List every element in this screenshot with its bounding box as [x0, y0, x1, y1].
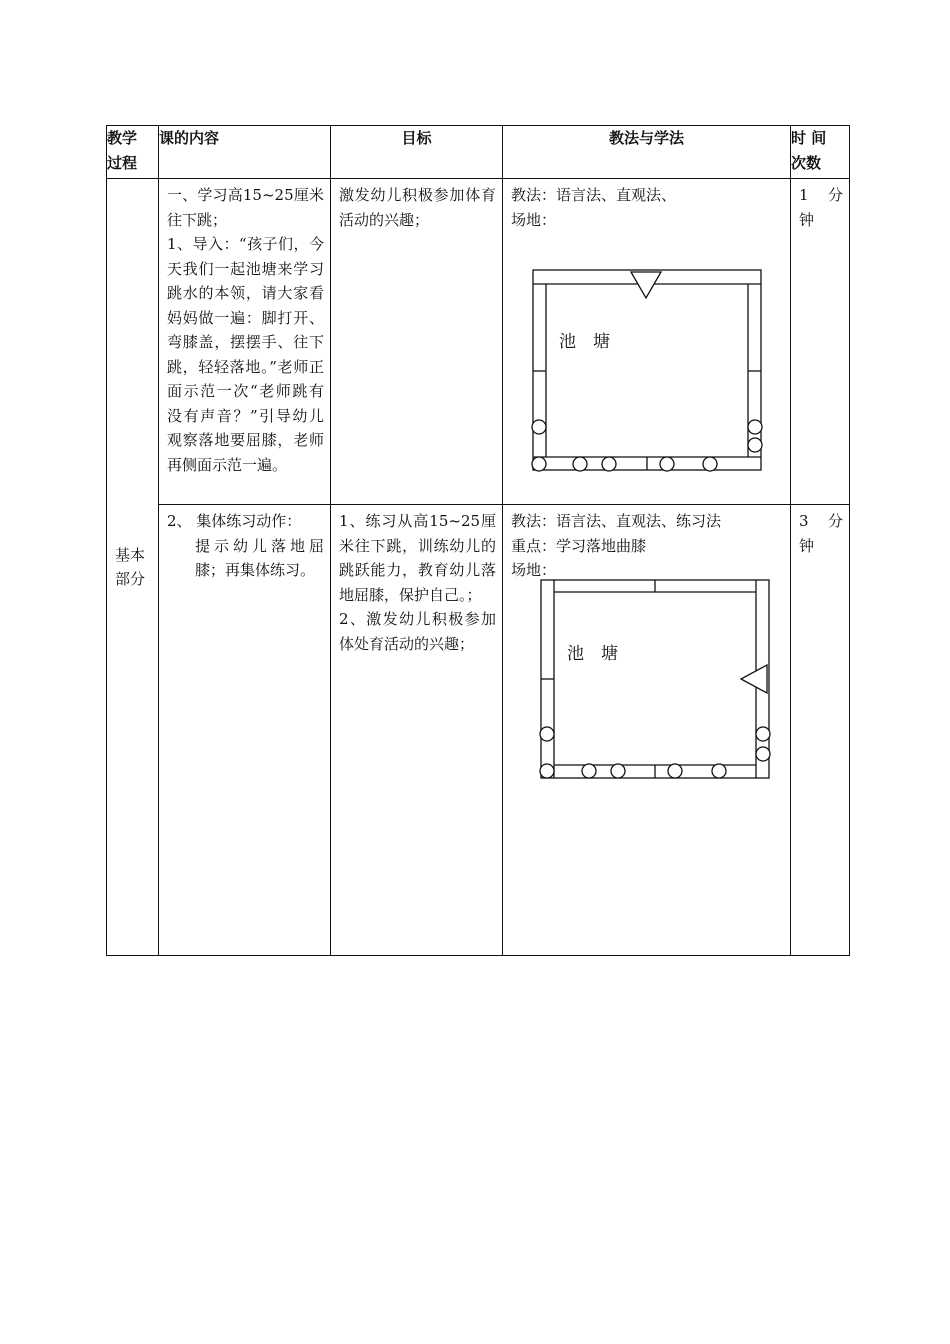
header-row: [107, 126, 850, 179]
pond-diagram-1: [531, 267, 771, 475]
lesson-plan-table: [106, 125, 850, 956]
pond-diagram-2: [539, 577, 779, 783]
time-cell-1: 1 分 钟: [791, 179, 850, 505]
header-time: 时 间 次数: [791, 126, 850, 179]
header-goal: 目标: [331, 126, 503, 179]
time-cell-2: 3 分 钟: [791, 505, 850, 956]
header-method: 教法与学法: [503, 126, 791, 179]
method-cell-2: 教法：语言法、直观法、练习法 重点：学习落地曲膝 场地： 池 塘: [503, 505, 791, 956]
table-row: [107, 505, 850, 956]
pond-label-1: 池 塘: [559, 332, 610, 352]
content-cell-1: 一、学习高15~25厘米往下跳； 1、导入：“孩子们，今天我们一起池塘来学习跳水的本领，请大家看妈妈做一遍：脚打开、弯膝盖，摆摆手、往下跳，轻轻落地。”老师正面示范一次“老师跳有没有声音？”引导幼儿观察落地要屈膝，老师再侧面示范一遍。: [159, 179, 331, 505]
content-cell-2: 2、 集体练习动作： 提示幼儿落地屈膝；再集体练习。: [159, 505, 331, 956]
pond-label-2: 池 塘: [567, 644, 618, 664]
goal-cell-2: 1、练习从高15~25厘米往下跳，训练幼儿的跳跃能力，教育幼儿落地屈膝，保护自己。； 2、激发幼儿积极参加体处育活动的兴趣；: [331, 505, 503, 956]
table-row: [107, 179, 850, 505]
section-label: 基本 部分: [107, 179, 159, 956]
goal-cell-1: 激发幼儿积极参加体育活动的兴趣；: [331, 179, 503, 505]
method-cell-1: 教法：语言法、直观法、 场地： 池 塘: [503, 179, 791, 505]
header-process: 教学 过程: [107, 126, 159, 179]
header-content: 课的内容: [159, 126, 331, 179]
